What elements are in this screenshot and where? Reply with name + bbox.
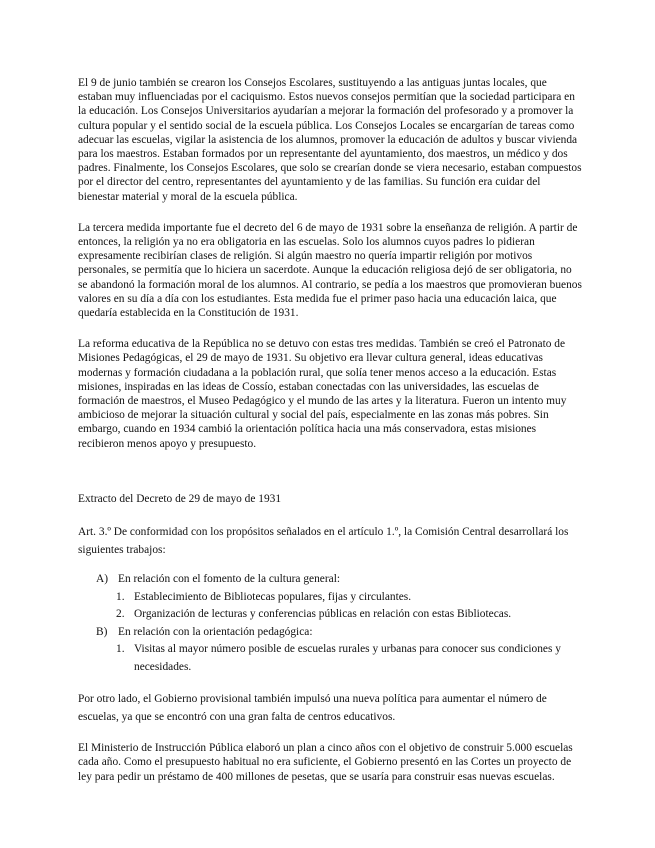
list-item-a1 <box>78 589 583 607</box>
paragraph-new-schools-policy: Por otro lado, el Gobierno provisional también impulsó una nueva política para aumentar el número de escuelas, ya que se encontró con una gran falta de centros educativos. <box>78 693 547 723</box>
paragraph-five-year-plan: El Ministerio de Instrucción Pública elaboró un plan a cinco años con el objetivo de construir 5.000 escuelas cada año. Como el presupuesto habitual no era suficiente, el Gobierno presentó en las Cortes un proyecto de ley para pedir un préstamo de 400 millones de pesetas, que se usaría para construir esas nuevas escuelas. <box>78 742 573 783</box>
list-item-text: En relación con el fomento de la cultura general: <box>118 573 341 586</box>
list-item-b <box>78 624 583 642</box>
list-item-a2 <box>78 606 583 624</box>
paragraph-misiones-pedagogicas: La reforma educativa de la República no se detuvo con estas tres medidas. También se creó el Patronato de Misiones Pedagógicas, el 29 de mayo de 1931. Su objetivo era llevar cultura general, ideas educativas modernas y formación ciudadana a la población rural, que solía tener menos acceso a la educación. Estas misiones, inspiradas en las ideas de Cossío, estaban conectadas con las universidades, las escuelas de formación de maestros, el Museo Pedagógico y el mundo de las artes y la literatura. Fueron un intento muy ambicioso de mejorar la situación cultural y social del país, especialmente en las zonas más pobres. Sin embargo, cuando en 1934 cambió la orientación política hacia una más conservadora, estas misiones recibieron menos apoyo y presupuesto. <box>78 338 567 450</box>
list-item-text: Visitas al mayor número posible de escuelas rurales y urbanas para conocer sus condiciones y necesidades. <box>134 643 561 673</box>
list-marker: 2. <box>116 608 125 621</box>
article-text: Art. 3.º De conformidad con los propósitos señalados en el artículo 1.º, la Comisión Central desarrollará los siguientes trabajos: <box>78 526 569 557</box>
list-item-text: Establecimiento de Bibliotecas populares, fijas y circulantes. <box>134 590 412 603</box>
list-item-b1 <box>78 641 583 676</box>
extract-title: Extracto del Decreto de 29 de mayo de 1931 <box>78 492 282 505</box>
list-item-text: En relación con la orientación pedagógica: <box>118 625 313 638</box>
document-page <box>78 76 583 784</box>
paragraph-consejos-escolares: El 9 de junio también se crearon los Consejos Escolares, sustituyendo a las antiguas juntas locales, que estaban muy influenciadas por el caciquismo. Estos nuevos consejos permitían que la sociedad participara en la educación. Los Consejos Universitarios ayudarían a mejorar la formación del profesorado y a promover la cultura popular y el sentido social de la escuela pública. Los Consejos Locales se encargarían de tareas como adecuar las escuelas, vigilar la asistencia de los alumnos, promover la educación de adultos y buscar vivienda para los maestros. Estaban formados por un representante del ayuntamiento, dos maestros, un médico y dos padres. Finalmente, los Consejos Escolares, que solo se crearían donde se viera necesario, estaban compuestos por el director del centro, representantes del ayuntamiento y de las familias. Su función era cuidar del bienestar material y moral de la escuela pública. <box>78 77 582 203</box>
list-marker: B) <box>96 625 108 638</box>
list-marker: 1. <box>116 590 125 603</box>
list-item-text: Organización de lecturas y conferencias públicas en relación con estas Bibliotecas. <box>134 608 512 621</box>
decree-list <box>78 571 583 676</box>
list-marker: 1. <box>116 643 125 656</box>
list-marker: A) <box>96 573 109 586</box>
list-item-a <box>78 571 583 589</box>
paragraph-religion-decree: La tercera medida importante fue el decreto del 6 de mayo de 1931 sobre la enseñanza de religión. A partir de entonces, la religión ya no era obligatoria en las escuelas. Solo los alumnos cuyos padres lo pidieran expresamente recibirían clases de religión. Si algún maestro no quería impartir religión por motivos personales, se permitía que lo hiciera un sacerdote. Aunque la educación religiosa dejó de ser obligatoria, no se abandonó la formación moral de los alumnos. Al contrario, se pedía a los maestros que promovieran buenos valores en su día a día con los estudiantes. Esta medida fue el primer paso hacia una educación laica, que quedaría establecida en la Constitución de 1931. <box>78 221 582 320</box>
